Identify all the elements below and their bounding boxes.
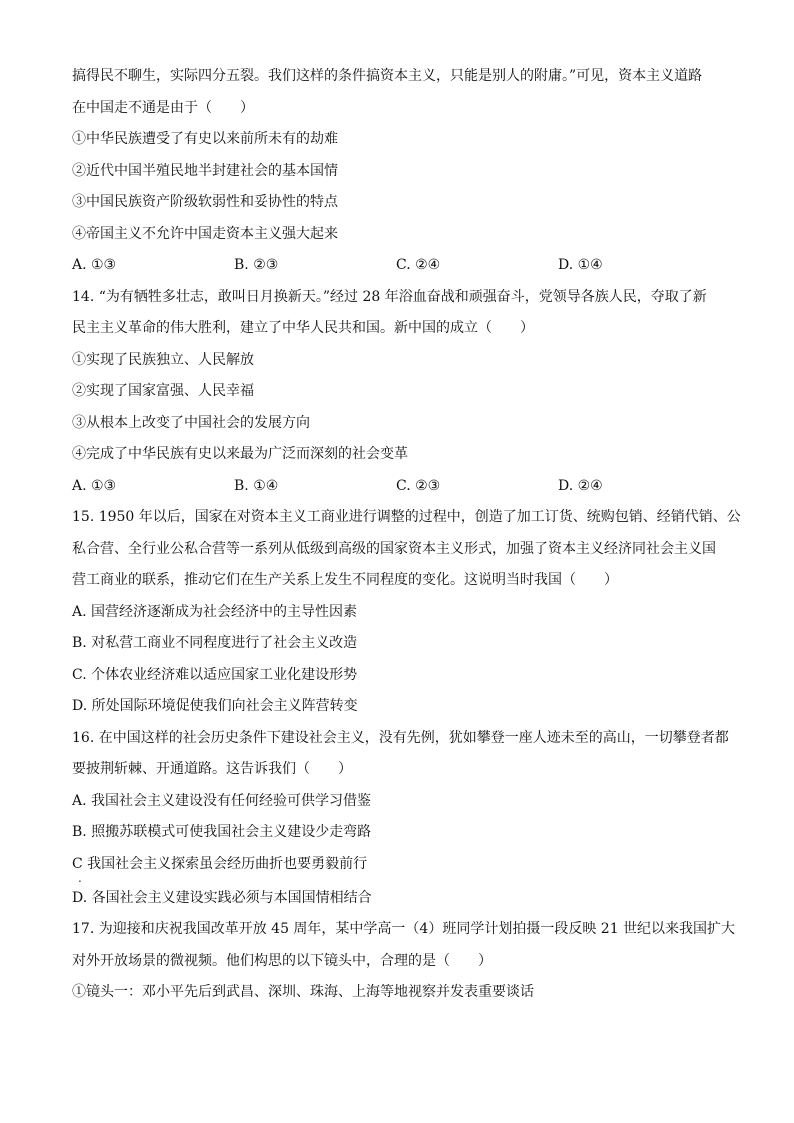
question-17-stem-line: 对外开放场景的微视频。他们构思的以下镜头中，合理的是（ ） [72,952,492,969]
question-13-stem-line: 在中国走不通是由于（ ） [72,99,254,116]
option-a: A. ①③ [72,477,117,494]
question-14-options [72,472,728,504]
option-d: D. ②④ [558,477,603,494]
exam-page [72,62,741,1010]
option-b: B. ②③ [234,257,279,273]
question-15 [72,503,741,724]
option-b: B. 对私营工商业不同程度进行了社会主义改造 [72,635,358,651]
option-b: B. ①④ [234,477,279,494]
option-d: D. 各国社会主义建设实践必须与本国国情相结合 [72,889,372,906]
option-d: D. ①④ [558,257,603,273]
question-14-item: ③从根本上改变了中国社会的发展方向 [72,414,310,431]
option-c: C. ②③ [396,477,441,494]
option-c: C. 个体农业经济难以适应国家工业化建设形势 [72,666,358,683]
question-15-stem-line: 营工商业的联系，推动它们在生产关系上发生不同程度的变化。这说明当时我国（ ） [72,572,618,588]
question-14 [72,283,728,504]
question-17-item: ①镜头一：邓小平先后到武昌、深圳、珠海、上海等地视察并发表重要谈话 [72,984,534,1000]
question-14-stem-line: 14. “为有牺牲多壮志，敢叫日月换新天。”经过 28 年浴血奋战和顽强奋斗，党领导各族人民，夺取了新 [72,288,707,305]
stray-period-mark: . [78,870,82,885]
question-16-stem-line: 16. 在中国这样的社会历史条件下建设社会主义，没有先例，犹如攀登一座人迹未至的高山，一切攀登者都 [72,729,729,746]
option-d: D. 所处国际环境促使我们向社会主义阵营转变 [72,698,358,714]
question-14-item: ②实现了国家富强、人民幸福 [72,383,254,399]
question-17 [72,915,736,1010]
question-16 [72,724,728,916]
question-13-item: ③中国民族资产阶级软弱性和妥协性的特点 [72,194,338,210]
option-a: A. ①③ [72,257,117,273]
question-15-stem-line: 私合营、全行业公私合营等一系列从低级到高级的国家资本主义形式，加强了资本主义经济同社会主义国 [72,540,716,557]
question-16-stem-line: 要披荆斩棘、开通道路。这告诉我们（ ） [72,761,352,777]
option-b: B. 照搬苏联模式可使我国社会主义建设少走弯路 [72,824,372,840]
option-c: C. ②④ [396,257,441,273]
question-14-item: ④完成了中华民族有史以来最为广泛而深刻的社会变革 [72,446,408,462]
question-14-stem-line: 民主主义革命的伟大胜利，建立了中华人民共和国。新中国的成立（ ） [72,320,534,336]
option-c: C 我国社会主义探索虽会经历曲折也要勇毅前行 [72,855,368,872]
option-a: A. 国营经济逐渐成为社会经济中的主导性因素 [72,603,358,620]
question-13-item: ①中华民族遭受了有史以来前所未有的劫难 [72,131,338,147]
question-13-options [72,251,728,283]
question-14-item: ①实现了民族独立、人民解放 [72,351,254,368]
option-a: A. 我国社会主义建设没有任何经验可供学习借鉴 [72,792,372,809]
question-13 [72,62,728,283]
question-13-item: ④帝国主义不允许中国走资本主义强大起来 [72,225,338,242]
question-13-item: ②近代中国半殖民地半封建社会的基本国情 [72,162,338,179]
question-17-stem-line: 17. 为迎接和庆祝我国改革开放 45 周年，某中学高一（4）班同学计划拍摄一段反映 21 世纪以来我国扩大 [72,921,736,937]
question-15-stem-line: 15. 1950 年以后，国家在对资本主义工商业进行调整的过程中，创造了加工订货、统购包销、经销代销、公 [72,509,741,525]
question-13-stem-line: 搞得民不聊生，实际四分五裂。我们这样的条件搞资本主义，只能是别人的附庸。”可见，资本主义道路 [72,68,703,84]
